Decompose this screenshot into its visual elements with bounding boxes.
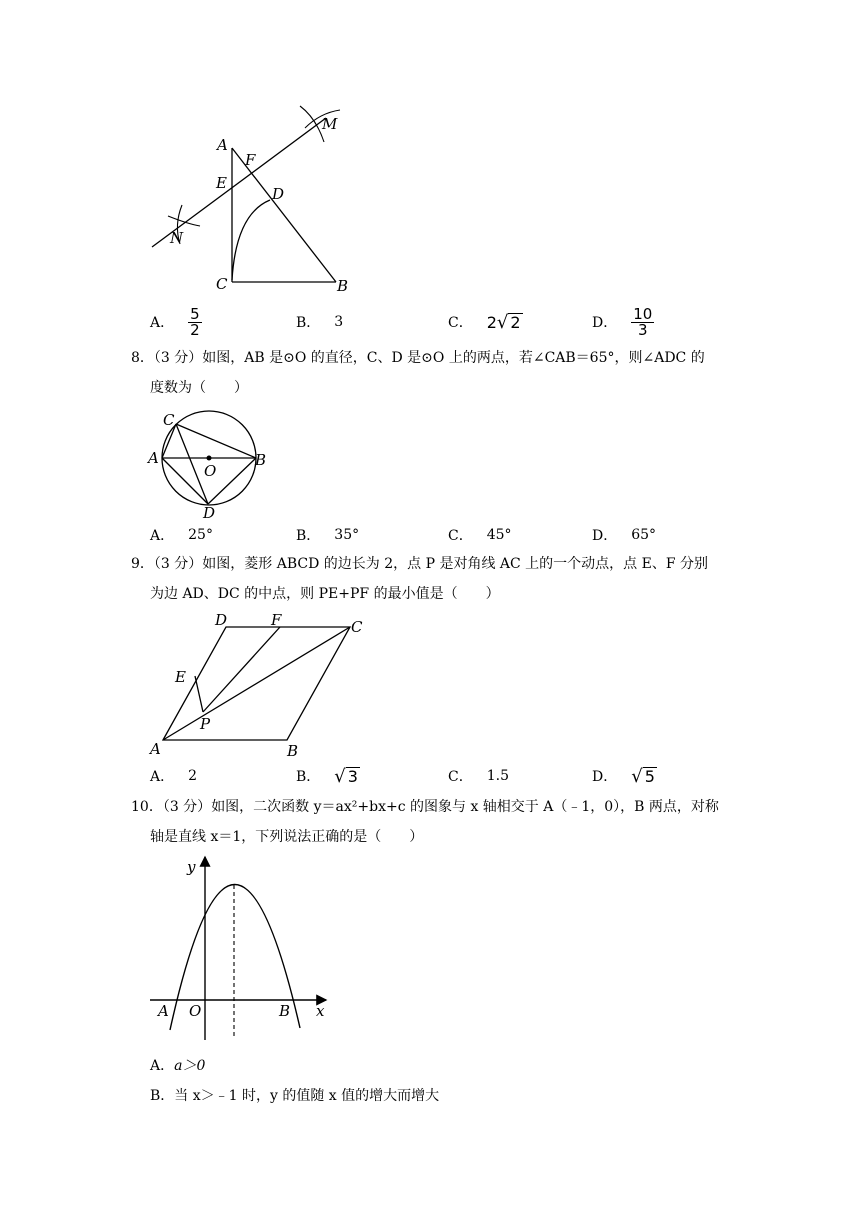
- q9-label-a: A: [150, 740, 161, 758]
- q9-option-b[interactable]: [296, 761, 360, 791]
- radicand: 5: [644, 767, 655, 786]
- option-label: A．: [150, 1058, 175, 1074]
- q10-option-b[interactable]: [150, 1082, 439, 1110]
- radical-expression: [487, 312, 523, 333]
- q9-stem-line1: [131, 549, 741, 579]
- q8-label-o: O: [204, 462, 217, 480]
- option-label: C．: [448, 769, 473, 785]
- q9-figure: [140, 608, 370, 763]
- q9-label-d: D: [215, 611, 228, 629]
- q10-figure: [140, 848, 340, 1043]
- option-value: a＞0: [174, 1058, 206, 1074]
- q8-label-a: A: [148, 449, 159, 467]
- q7-options: [150, 303, 770, 341]
- q8-circle-diagram: [140, 405, 275, 520]
- fraction: [631, 304, 654, 339]
- fraction: [188, 304, 202, 339]
- q9-label-e: E: [175, 668, 186, 686]
- q9-option-c[interactable]: [448, 761, 509, 791]
- option-label: B．: [296, 315, 321, 331]
- q9-options: [150, 761, 770, 791]
- option-value: 3: [334, 314, 344, 330]
- q7-label-f: F: [245, 151, 256, 169]
- radical-expression: [631, 766, 657, 787]
- q8-stem: [131, 343, 741, 403]
- option-value: 2: [188, 768, 198, 784]
- q8-option-c[interactable]: [448, 520, 512, 550]
- question-score: （3 分）: [162, 799, 212, 815]
- q7-label-b: B: [337, 277, 349, 295]
- option-value: 25°: [188, 527, 213, 543]
- q8-option-d[interactable]: [592, 520, 656, 550]
- question-score: （3 分）: [153, 556, 203, 572]
- option-label: B．: [296, 528, 321, 544]
- question-number: 8．: [131, 350, 154, 366]
- option-value: 65°: [631, 527, 657, 543]
- q9-stem: [131, 549, 741, 609]
- radicand: 2: [510, 313, 521, 332]
- question-text: 如图，菱形 ABCD 的边长为 2，点 P 是对角线 AC 上的一个动点，点 E、F 分别: [202, 556, 709, 572]
- radicand: 3: [347, 767, 358, 786]
- question-text: 如图，二次函数 y＝ax²+bx+c 的图象与 x 轴相交于 A（﹣1，0），B 两点，对称: [211, 799, 719, 815]
- q10-stem-line2: 轴是直线 x＝1，下列说法正确的是（ ）: [150, 829, 424, 845]
- question-number: 10．: [131, 799, 163, 815]
- fraction-numerator: 10: [633, 304, 653, 323]
- option-value: 45°: [486, 527, 512, 543]
- q10-label-b: B: [279, 1002, 291, 1020]
- q10-label-o: O: [189, 1002, 202, 1020]
- q8-label-c: C: [163, 411, 175, 429]
- q7-option-d[interactable]: [592, 303, 654, 341]
- radical-sign-icon: √: [496, 311, 509, 333]
- option-label: A．: [150, 315, 175, 331]
- option-label: A．: [150, 769, 175, 785]
- q10-parabola-graph: [140, 848, 340, 1043]
- radical-sign-icon: √: [334, 765, 346, 787]
- q9-rhombus-diagram: [140, 608, 370, 763]
- q7-geometry-diagram: [140, 95, 370, 300]
- option-label: D．: [592, 769, 618, 785]
- fraction-numerator: 5: [190, 304, 200, 323]
- radical-expression: [334, 766, 360, 787]
- q8-label-b: B: [255, 451, 267, 469]
- q7-label-e: E: [216, 174, 227, 192]
- q10-label-y: y: [187, 858, 196, 876]
- q8-figure: [140, 405, 275, 520]
- option-value: 35°: [334, 527, 360, 543]
- q7-option-c[interactable]: [448, 303, 523, 341]
- q8-options: [150, 520, 770, 550]
- q8-option-b[interactable]: [296, 520, 359, 550]
- q7-label-m: M: [322, 115, 338, 133]
- question-number: 9．: [131, 556, 154, 572]
- option-label: C．: [448, 315, 473, 331]
- q9-label-c: C: [351, 618, 363, 636]
- question-score: （3 分）: [153, 350, 203, 366]
- radical-coefficient: 2: [486, 312, 497, 332]
- option-label: C．: [448, 528, 473, 544]
- q10-option-a[interactable]: [150, 1052, 205, 1080]
- q9-option-a[interactable]: [150, 761, 197, 791]
- q10-label-x: x: [316, 1002, 325, 1020]
- option-label: D．: [592, 528, 618, 544]
- q7-option-b[interactable]: [296, 303, 343, 341]
- fraction-denominator: 3: [638, 320, 648, 339]
- q9-label-b: B: [287, 742, 299, 760]
- fraction-denominator: 2: [190, 320, 200, 339]
- q7-figure: [140, 95, 370, 300]
- q7-label-n: N: [170, 229, 184, 247]
- q10-stem-line1: [131, 792, 741, 822]
- q7-option-a[interactable]: [150, 303, 202, 341]
- q10-label-a: A: [158, 1002, 169, 1020]
- q8-stem-line2: 度数为（ ）: [150, 380, 248, 396]
- option-label: B．: [150, 1088, 175, 1104]
- q9-label-p: P: [200, 715, 211, 733]
- q7-label-d: D: [272, 185, 285, 203]
- option-label: D．: [592, 315, 618, 331]
- q9-label-f: F: [271, 611, 282, 629]
- q9-stem-line2: 为边 AD、DC 的中点，则 PE+PF 的最小值是（ ）: [150, 586, 500, 602]
- q9-option-d[interactable]: [592, 761, 657, 791]
- option-label: A．: [150, 528, 175, 544]
- q8-option-a[interactable]: [150, 520, 213, 550]
- q8-stem-line1: [131, 343, 741, 373]
- radical-sign-icon: √: [631, 765, 643, 787]
- option-value: 1.5: [486, 768, 509, 784]
- question-text: 如图，AB 是⊙O 的直径，C、D 是⊙O 上的两点，若∠CAB＝65°，则∠ADC 的: [202, 350, 705, 366]
- q7-label-a: A: [217, 136, 228, 154]
- option-value: 当 x＞﹣1 时，y 的值随 x 值的增大而增大: [174, 1088, 440, 1104]
- option-label: B．: [296, 769, 321, 785]
- q7-label-c: C: [216, 275, 228, 293]
- q10-stem: [131, 792, 741, 852]
- q8-label-d: D: [203, 504, 216, 520]
